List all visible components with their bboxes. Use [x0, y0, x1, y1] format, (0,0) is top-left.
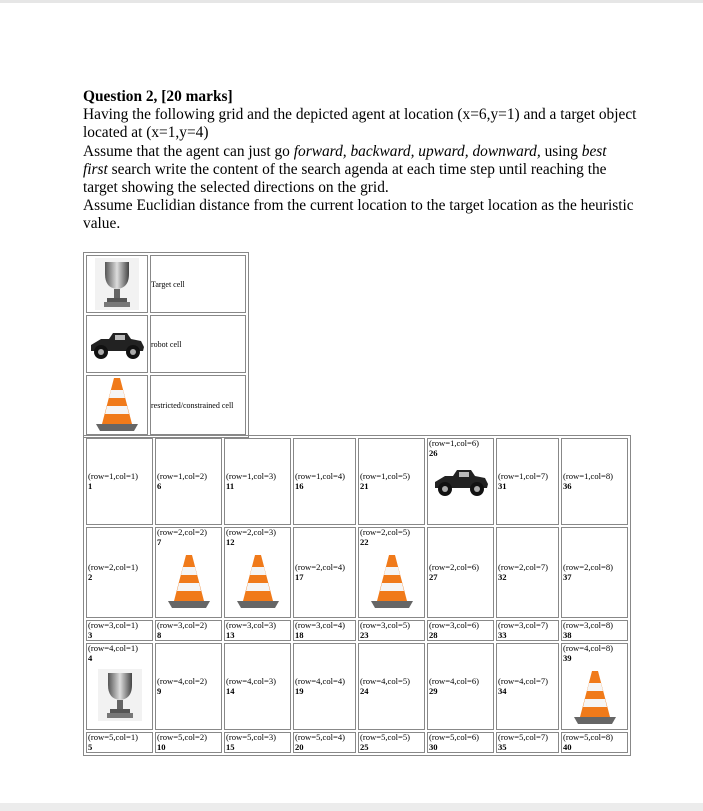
cell-number: 2 [88, 571, 93, 582]
grid-row [86, 438, 628, 525]
grid-cell [155, 527, 222, 618]
grid-cell [224, 527, 291, 618]
legend-label: Target cell [150, 255, 246, 313]
line2-part-c: search write the content of the search agenda at each time step until reaching the target showing the selected directions on the grid. [83, 160, 607, 197]
grid-row [86, 643, 628, 730]
cell-coordinate-label: (row=2,col=2) [157, 527, 208, 537]
grid-cell [224, 643, 291, 730]
cell-coordinate-label: (row=1,col=1) [88, 471, 139, 481]
cell-coordinate-label: (row=3,col=2) [157, 620, 208, 630]
legend-row [86, 315, 246, 373]
cell-number: 11 [226, 480, 235, 491]
traffic-cone-icon [94, 376, 140, 434]
cell-coordinate-label: (row=2,col=7) [498, 562, 549, 572]
legend-label: restricted/constrained cell [150, 375, 246, 435]
cell-number: 10 [157, 741, 166, 752]
cell-coordinate-label: (row=5,col=7) [498, 732, 549, 742]
cell-number: 13 [226, 629, 235, 640]
cell-number: 29 [429, 685, 438, 696]
grid-cell [86, 620, 153, 641]
cell-number: 6 [157, 480, 162, 491]
grid-cell [155, 643, 222, 730]
cell-coordinate-label: (row=4,col=1) [88, 643, 139, 653]
cell-number: 32 [498, 571, 507, 582]
cell-coordinate-label: (row=3,col=4) [295, 620, 346, 630]
cell-number: 17 [295, 571, 304, 582]
car-icon [431, 464, 491, 498]
legend-row [86, 255, 246, 313]
cell-coordinate-label: (row=5,col=1) [88, 732, 139, 742]
traffic-cone-icon [572, 669, 618, 727]
allowed-moves: forward, backward, upward, downward, [293, 142, 541, 160]
grid-cell [358, 620, 425, 641]
cell-coordinate-label: (row=5,col=4) [295, 732, 346, 742]
cell-coordinate-label: (row=5,col=8) [563, 732, 614, 742]
cell-coordinate-label: (row=3,col=6) [429, 620, 480, 630]
grid-cell [427, 620, 494, 641]
grid-cell [358, 643, 425, 730]
grid-cell [496, 620, 559, 641]
legend-table [83, 252, 249, 438]
grid-row [86, 620, 628, 641]
cell-coordinate-label: (row=4,col=4) [295, 676, 346, 686]
grid-row [86, 527, 628, 618]
cell-coordinate-label: (row=1,col=7) [498, 471, 549, 481]
cell-number: 37 [563, 571, 572, 582]
traffic-cone-icon [235, 553, 281, 611]
cell-coordinate-label: (row=5,col=5) [360, 732, 411, 742]
grid-cell [427, 527, 494, 618]
grid-cell [496, 643, 559, 730]
cell-coordinate-label: (row=5,col=6) [429, 732, 480, 742]
cell-number: 28 [429, 629, 438, 640]
question-line-2 [83, 143, 643, 198]
cell-coordinate-label: (row=2,col=1) [88, 562, 139, 572]
cell-number: 9 [157, 685, 162, 696]
grid-cell [293, 732, 356, 753]
cell-coordinate-label: (row=4,col=6) [429, 676, 480, 686]
question-title: Question 2, [20 marks] [83, 88, 233, 105]
car-icon [87, 327, 147, 361]
grid-cell [358, 438, 425, 525]
grid-cell [358, 732, 425, 753]
grid-cell [496, 527, 559, 618]
algo-name-b: first [83, 160, 108, 178]
cell-number: 16 [295, 480, 304, 491]
cell-coordinate-label: (row=3,col=7) [498, 620, 549, 630]
cell-coordinate-label: (row=3,col=5) [360, 620, 411, 630]
cell-coordinate-label: (row=1,col=2) [157, 471, 208, 481]
grid-cell [293, 527, 356, 618]
grid-table [83, 435, 631, 756]
cell-coordinate-label: (row=4,col=2) [157, 676, 208, 686]
grid-cell [293, 438, 356, 525]
cell-number: 19 [295, 685, 304, 696]
grid-cell [427, 732, 494, 753]
grid-cell [561, 643, 628, 730]
grid-cell [561, 620, 628, 641]
cell-number: 30 [429, 741, 438, 752]
cell-coordinate-label: (row=2,col=5) [360, 527, 411, 537]
legend-icon-cell [86, 255, 148, 313]
cell-number: 1 [88, 480, 93, 491]
grid-row [86, 732, 628, 753]
traffic-cone-icon [166, 553, 212, 611]
grid-cell [224, 620, 291, 641]
grid-cell [561, 732, 628, 753]
grid-cell [293, 620, 356, 641]
grid-cell [86, 438, 153, 525]
grid-cell [224, 732, 291, 753]
cell-number: 25 [360, 741, 369, 752]
cell-number: 31 [498, 480, 507, 491]
cell-number: 12 [226, 536, 235, 547]
cell-number: 3 [88, 629, 93, 640]
grid-cell [86, 643, 153, 730]
cell-number: 24 [360, 685, 369, 696]
cell-number: 35 [498, 741, 507, 752]
cell-coordinate-label: (row=3,col=8) [563, 620, 614, 630]
grid-cell [427, 643, 494, 730]
grid-cell [358, 527, 425, 618]
cell-coordinate-label: (row=2,col=6) [429, 562, 480, 572]
cell-coordinate-label: (row=1,col=5) [360, 471, 411, 481]
line2-part-b: using [540, 142, 582, 160]
cell-number: 22 [360, 536, 369, 547]
trophy-icon [95, 258, 139, 310]
cell-coordinate-label: (row=1,col=6) [429, 438, 480, 448]
cell-coordinate-label: (row=1,col=3) [226, 471, 277, 481]
grid-cell [155, 620, 222, 641]
cell-number: 14 [226, 685, 235, 696]
cell-number: 40 [563, 741, 572, 752]
cell-number: 7 [157, 536, 162, 547]
cell-coordinate-label: (row=4,col=8) [563, 643, 614, 653]
cell-number: 33 [498, 629, 507, 640]
grid-cell [155, 438, 222, 525]
grid-cell [561, 438, 628, 525]
cell-number: 15 [226, 741, 235, 752]
cell-number: 8 [157, 629, 162, 640]
cell-number: 34 [498, 685, 507, 696]
grid-cell [224, 438, 291, 525]
cell-number: 20 [295, 741, 304, 752]
grid-cell [427, 438, 494, 525]
question-text [83, 88, 643, 234]
grid-cell [293, 643, 356, 730]
legend-icon-cell [86, 315, 148, 373]
cell-number: 27 [429, 571, 438, 582]
grid-cell [496, 438, 559, 525]
cell-number: 21 [360, 480, 369, 491]
grid-cell [86, 732, 153, 753]
cell-coordinate-label: (row=4,col=5) [360, 676, 411, 686]
cell-coordinate-label: (row=1,col=8) [563, 471, 614, 481]
trophy-icon [98, 669, 142, 721]
cell-number: 18 [295, 629, 304, 640]
legend-row [86, 375, 246, 435]
cell-number: 23 [360, 629, 369, 640]
question-line-1: Having the following grid and the depicted agent at location (x=6,y=1) and a target object located at (x=1,y=4) [83, 106, 637, 142]
cell-coordinate-label: (row=3,col=3) [226, 620, 277, 630]
question-line-3: Assume Euclidian distance from the current location to the target location as the heuristic value. [83, 197, 634, 233]
legend-label: robot cell [150, 315, 246, 373]
cell-coordinate-label: (row=3,col=1) [88, 620, 139, 630]
grid-cell [561, 527, 628, 618]
cell-coordinate-label: (row=4,col=3) [226, 676, 277, 686]
grid-cell [496, 732, 559, 753]
grid-cell [155, 732, 222, 753]
top-border [0, 0, 703, 3]
cell-coordinate-label: (row=5,col=3) [226, 732, 277, 742]
line2-part-a: Assume that the agent can just go [83, 142, 294, 160]
cell-number: 36 [563, 480, 572, 491]
cell-coordinate-label: (row=2,col=3) [226, 527, 277, 537]
cell-coordinate-label: (row=1,col=4) [295, 471, 346, 481]
grid-cell [86, 527, 153, 618]
algo-name-a: best [581, 142, 607, 160]
cell-coordinate-label: (row=2,col=4) [295, 562, 346, 572]
cell-number: 39 [563, 652, 572, 663]
traffic-cone-icon [369, 553, 415, 611]
cell-coordinate-label: (row=5,col=2) [157, 732, 208, 742]
cell-number: 26 [429, 447, 438, 458]
cell-coordinate-label: (row=2,col=8) [563, 562, 614, 572]
legend-icon-cell [86, 375, 148, 435]
cell-coordinate-label: (row=4,col=7) [498, 676, 549, 686]
cell-number: 5 [88, 741, 93, 752]
bottom-border [0, 803, 703, 811]
cell-number: 4 [88, 652, 93, 663]
cell-number: 38 [563, 629, 572, 640]
